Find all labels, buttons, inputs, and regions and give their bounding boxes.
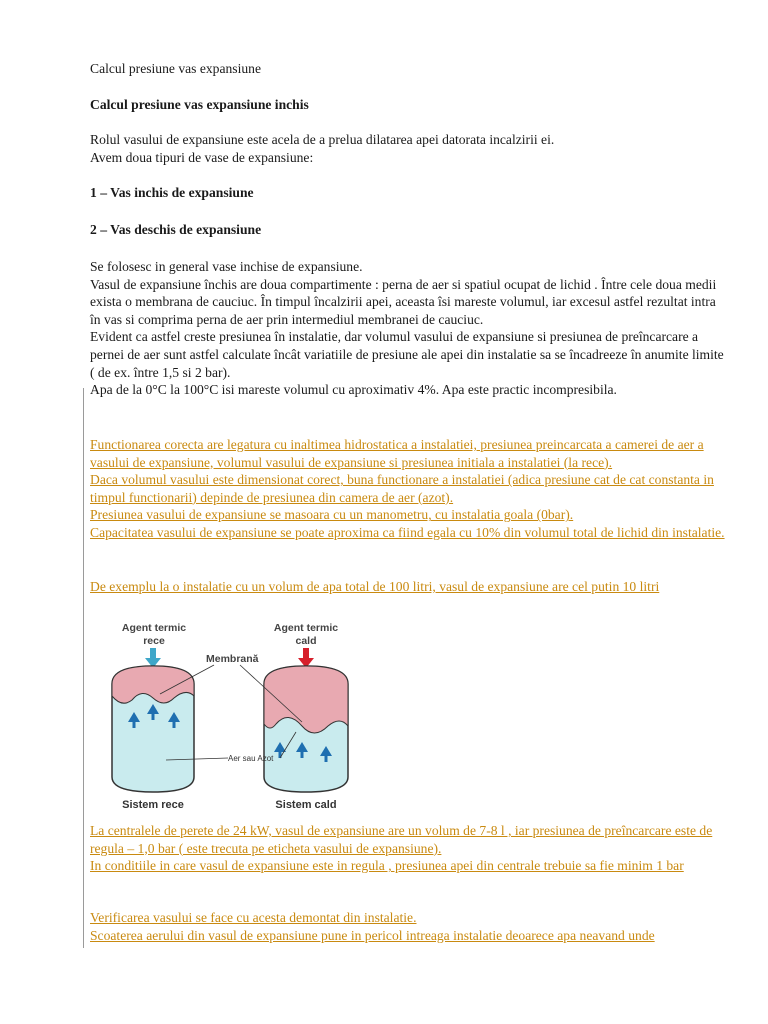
link-paragraph[interactable]: Functionarea corecta are legatura cu inaltimea hidrostatica a instalatiei, presiunea preincarcata a camerei de aer a vasului de expansiune, volumul vasului de expansiune si presiunea initiala a instalatiei (la rece). — [90, 437, 704, 470]
expansion-vessel-diagram — [90, 614, 370, 814]
main-paragraph — [90, 258, 726, 399]
type-open-vessel: 2 – Vas deschis de expansiune — [90, 222, 262, 237]
link-block-example[interactable] — [90, 578, 726, 596]
link-paragraph[interactable]: In conditiile in care vasul de expansiune este in regula , presiunea apei din centrale trebuie sa fie minim 1 bar — [90, 858, 684, 874]
label-hot-agent-line2: cald — [295, 635, 317, 647]
label-gas: Aer sau Azot — [228, 754, 274, 763]
link-block-verification[interactable] — [90, 909, 726, 944]
main-line: Se folosesc in general vase inchise de expansiune. — [90, 259, 363, 274]
label-cold-system: Sistem rece — [122, 799, 184, 811]
main-line: Evident ca astfel creste presiunea în instalatie, dar volumul vasului de expansiune si presiunea de preîncarcare a pernei de aer sunt astfel calculate încât variatiile de presiune ale apei din instalatie sa se încadreeze în anumite limite ( de ex. între 1,5 si 2 bar). — [90, 329, 724, 380]
link-paragraph[interactable]: Presiunea vasului de expansiune se masoara cu un manometru, cu instalatia goala (0bar). — [90, 507, 574, 523]
link-block-wall-boilers[interactable] — [90, 822, 726, 875]
link-paragraph[interactable]: De exemplu la o instalatie cu un volum de apa total de 100 litri, vasul de expansiune are cel putin 10 litri — [90, 579, 660, 594]
document-title: Calcul presiune vas expansiune — [90, 61, 262, 76]
cold-vessel — [112, 666, 194, 792]
intro-line: Avem doua tipuri de vase de expansiune: — [90, 149, 314, 165]
margin-change-bar — [83, 388, 84, 948]
label-hot-system: Sistem cald — [275, 799, 337, 811]
hot-vessel — [264, 666, 348, 792]
link-paragraph[interactable]: Daca volumul vasului este dimensionat corect, buna functionare a instalatiei (adica presiune cat de cat constanta in timpul functionarii) depinde de presiunea din camera de aer (azot). — [90, 472, 714, 505]
type-closed-vessel: 1 – Vas inchis de expansiune — [90, 185, 254, 200]
link-block-functioning[interactable] — [90, 436, 726, 542]
label-cold-agent-line2: rece — [143, 635, 165, 647]
link-paragraph[interactable]: Verificarea vasului se face cu acesta demontat din instalatie. — [90, 910, 417, 925]
section-title: Calcul presiune vas expansiune inchis — [90, 97, 309, 112]
link-paragraph[interactable]: La centralele de perete de 24 kW, vasul de expansiune are un volum de 7-8 l , iar presiunea de preîncarcare este de regula – 1,0 bar ( este trecuta pe eticheta vasului de expansiune). — [90, 823, 713, 856]
intro-paragraph — [90, 131, 554, 166]
intro-line: Rolul vasului de expansiune este acela de a prelua dilatarea apei datorata incalzirii ei. — [90, 132, 555, 147]
label-hot-agent-line1: Agent termic — [273, 622, 339, 634]
link-paragraph[interactable]: Scoaterea aerului din vasul de expansiune pune in pericol intreaga instalatie deoarece apa neavand unde — [90, 927, 655, 943]
main-line: Apa de la 0°C la 100°C isi mareste volumul cu aproximativ 4%. Apa este practic incompresibila. — [90, 382, 617, 398]
main-line: Vasul de expansiune închis are doua compartimente : perna de aer si spatiul ocupat de lichid . Între cele doua medii exista o membrana de cauciuc. În timpul încalzirii apei, aceasta îsi mareste volumul, iar excesul astfel rezultat intra în vas si comprima perna de aer prin intermediul membranei de cauciuc. — [90, 276, 717, 327]
label-cold-agent-line1: Agent termic — [121, 622, 187, 634]
label-membrane: Membrană — [206, 653, 259, 665]
link-paragraph[interactable]: Capacitatea vasului de expansiune se poate aproxima ca fiind egala cu 10% din volumul total de lichid din instalatie. — [90, 524, 725, 540]
